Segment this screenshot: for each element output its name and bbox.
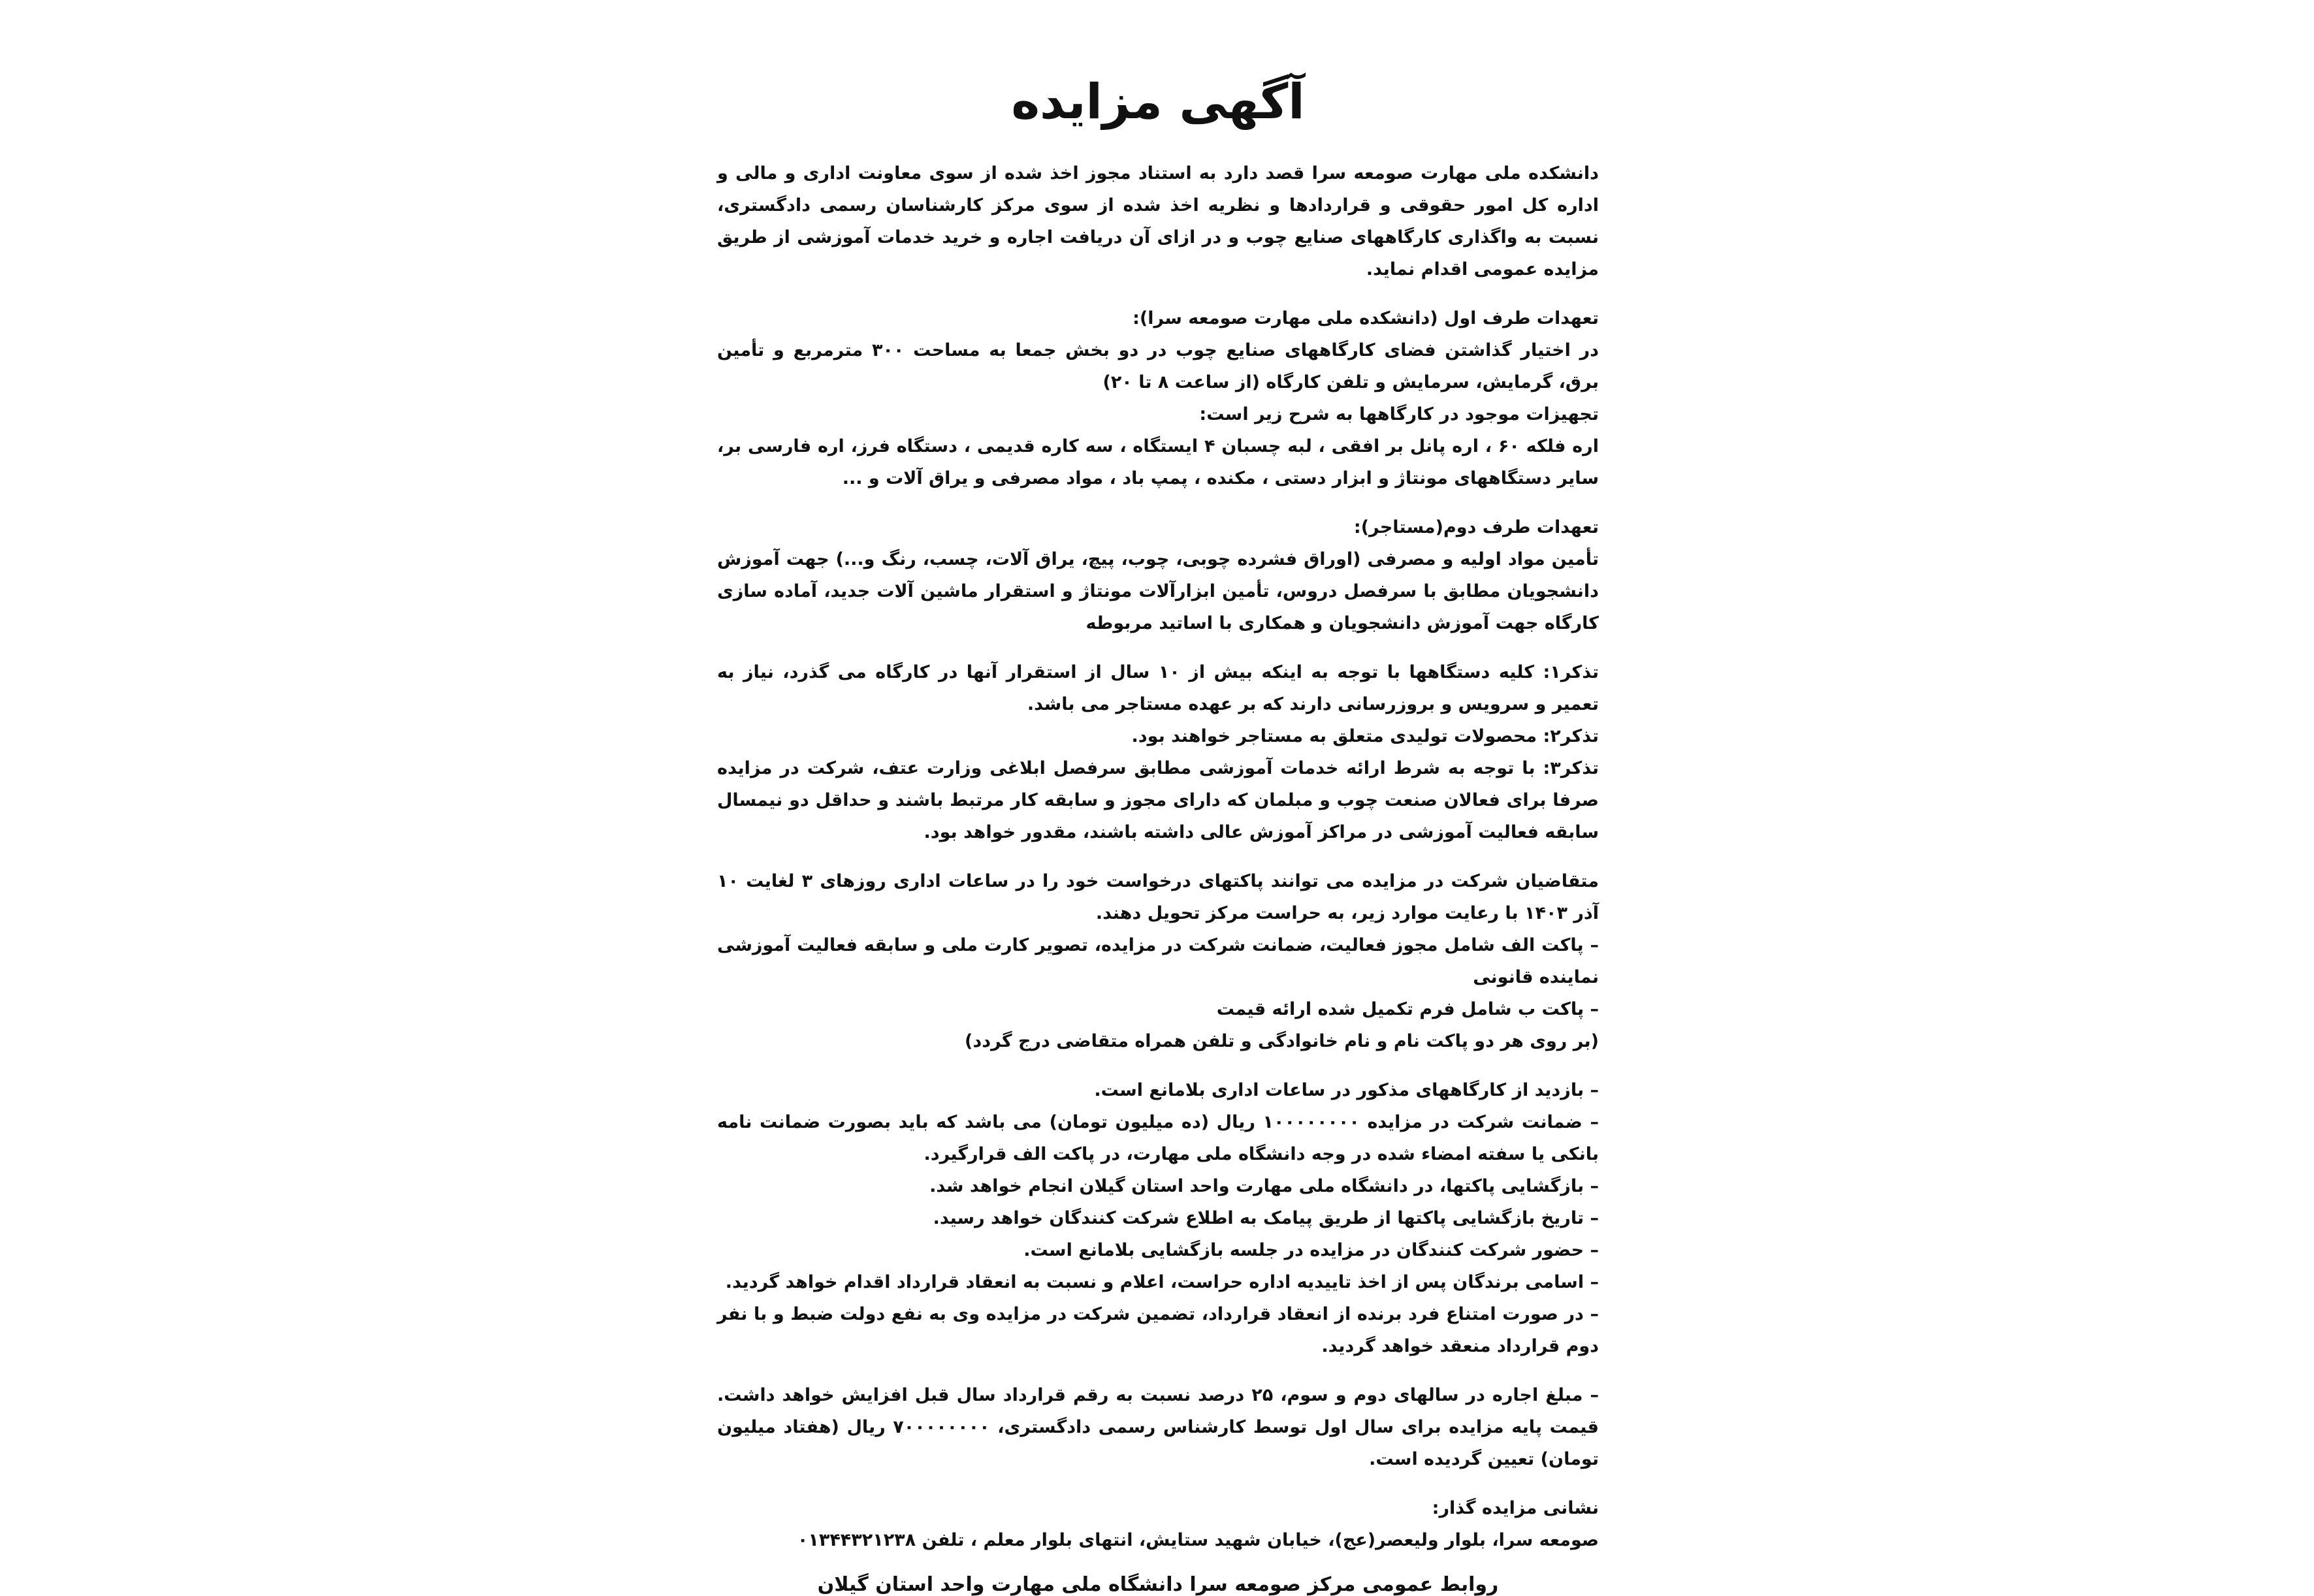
intro-text: دانشکده ملی مهارت صومعه سرا قصد دارد به استناد مجوز اخذ شده از سوی معاونت اداری و مالی و اداره کل امور حقوقی و قراردادها و نظریه اخذ شده از سوی مرکز کارشناسان رسمی دادگستری، نسبت به واگذاری کارگاههای صنایع چوب و در ازای آن دریافت اجاره و خرید خدمات آموزشی از طریق مزایده عمومی اقدام نماید. xyxy=(717,163,1599,279)
address-text: صومعه سرا، بلوار ولیعصر(عج)، خیابان شهید ستایش، انتهای بلوار معلم ، تلفن ۰۱۳۴۴۳۲۱۲۳۸ xyxy=(797,1529,1599,1550)
applicants-text: متقاضیان شرکت در مزایده می توانند پاکتهای درخواست خود را در ساعات اداری روزهای ۳ لغایت ۱۰ آذر ۱۴۰۳ با رعایت موارد زیر، به حراست مرکز تحویل دهند. xyxy=(717,870,1599,923)
first-party-section xyxy=(717,302,1599,494)
equipment-heading: تجهیزات موجود در کارگاهها به شرح زیر است: xyxy=(1199,404,1599,424)
condition-item: – بازگشایی پاکتها، در دانشگاه ملی مهارت واحد استان گیلان انجام خواهد شد. xyxy=(929,1175,1599,1196)
second-party-text: تأمین مواد اولیه و مصرفی (اوراق فشرده چوبی، چوب، پیچ، یراق آلات، چسب، رنگ و...) جهت آموزش دانشجویان مطابق با سرفصل دروس، تأمین ابزارآلات مونتاژ و استقرار ماشین آلات جدید، آماده سازی کارگاه جهت آموزش دانشجویان و همکاری با اساتید مربوطه xyxy=(717,549,1599,633)
condition-item: – در صورت امتناع فرد برنده از انعقاد قرارداد، تضمین شرکت در مزایده وی به نفع دولت ضبط و با نفر دوم قرارداد منعقد خواهد گردید. xyxy=(717,1303,1599,1356)
note-3: تذکر۳: با توجه به شرط ارائه خدمات آموزشی مطابق سرفصل ابلاغی وزارت عتف، شرکت در مزایده صرفا برای فعالان صنعت چوب و مبلمان که دارای مجوز و سابقه کار مرتبط باشند و حداقل دو نیمسال سابقه فعالیت آموزشی در مراکز آموزش عالی داشته باشند، مقدور خواهد بود. xyxy=(717,758,1599,842)
condition-item: – حضور شرکت کنندگان در مزایده در جلسه بازگشایی بلامانع است. xyxy=(1023,1239,1599,1260)
note-1: تذکر۱: کلیه دستگاهها با توجه به اینکه بیش از ۱۰ سال از استقرار آنها در کارگاه می گذرد، نیاز به تعمیر و سرویس و بروزرسانی دارند که بر عهده مستاجر می باشد. xyxy=(717,662,1599,714)
packet-b-item: – پاکت ب شامل فرم تکمیل شده ارائه قیمت xyxy=(1216,998,1599,1019)
packet-note: (بر روی هر دو پاکت نام و نام خانوادگی و تلفن همراه متقاضی درج گردد) xyxy=(965,1030,1599,1051)
address-heading: نشانی مزایده گذار: xyxy=(1432,1497,1599,1518)
rent-section xyxy=(717,1379,1599,1475)
equipment-text: اره فلکه ۶۰ ، اره پانل بر افقی ، لبه چسبان ۴ ایستگاه ، سه کاره قدیمی ، دستگاه فرز، اره فارسی بر، سایر دستگاههای مونتاژ و ابزار دستی ، مکنده ، پمپ باد ، مواد مصرفی و یراق آلات و ... xyxy=(717,436,1599,488)
notice-body xyxy=(717,157,1599,1556)
second-party-heading: تعهدات طرف دوم(مستاجر): xyxy=(1353,517,1599,537)
condition-item: – تاریخ بازگشایی پاکتها از طریق پیامک به اطلاع شرکت کنندگان خواهد رسید. xyxy=(933,1207,1599,1228)
auction-notice xyxy=(717,73,1599,1596)
conditions-list xyxy=(717,1074,1599,1362)
page-title: آگهی مزایده xyxy=(1011,74,1305,130)
notes-section xyxy=(717,656,1599,848)
intro-paragraph xyxy=(717,157,1599,285)
applicants-section xyxy=(717,865,1599,1057)
condition-item: – بازدید از کارگاههای مذکور در ساعات اداری بلامانع است. xyxy=(1094,1079,1599,1100)
first-party-heading: تعهدات طرف اول (دانشکده ملی مهارت صومعه سرا): xyxy=(1133,308,1599,328)
rent-text: – مبلغ اجاره در سالهای دوم و سوم، ۲۵ درصد نسبت به رقم قرارداد سال قبل افزایش خواهد داشت. قیمت پایه مزایده برای سال اول توسط کارشناس رسمی دادگستری، ۷۰۰۰۰۰۰۰۰ ریال (هفتاد میلیون تومان) تعیین گردیده است. xyxy=(717,1384,1599,1469)
packet-a-item: – پاکت الف شامل مجوز فعالیت، ضمانت شرکت در مزایده، تصویر کارت ملی و سابقه فعالیت آموزشی نماینده قانونی xyxy=(717,934,1599,987)
footer-signature: روابط عمومی مرکز صومعه سرا دانشگاه ملی مهارت واحد استان گیلان xyxy=(817,1572,1499,1596)
condition-item: – ضمانت شرکت در مزایده ۱۰۰۰۰۰۰۰۰ ریال (ده میلیون تومان) می باشد که باید بصورت ضمانت نامه بانکی یا سفته امضاء شده در وجه دانشگاه ملی مهارت، در پاکت الف قرارگیرد. xyxy=(717,1111,1599,1164)
first-party-text: در اختیار گذاشتن فضای کارگاههای صنایع چوب در دو بخش جمعا به مساحت ۳۰۰ مترمربع و تأمین برق، گرمایش، سرمایش و تلفن کارگاه (از ساعت ۸ تا ۲۰) xyxy=(717,340,1599,392)
address-section xyxy=(717,1492,1599,1556)
second-party-section xyxy=(717,511,1599,639)
note-2: تذکر۲: محصولات تولیدی متعلق به مستاجر خواهند بود. xyxy=(1131,726,1599,746)
condition-item: – اسامی برندگان پس از اخذ تاییدیه اداره حراست، اعلام و نسبت به انعقاد قرارداد اقدام خواهد گردید. xyxy=(725,1271,1599,1292)
